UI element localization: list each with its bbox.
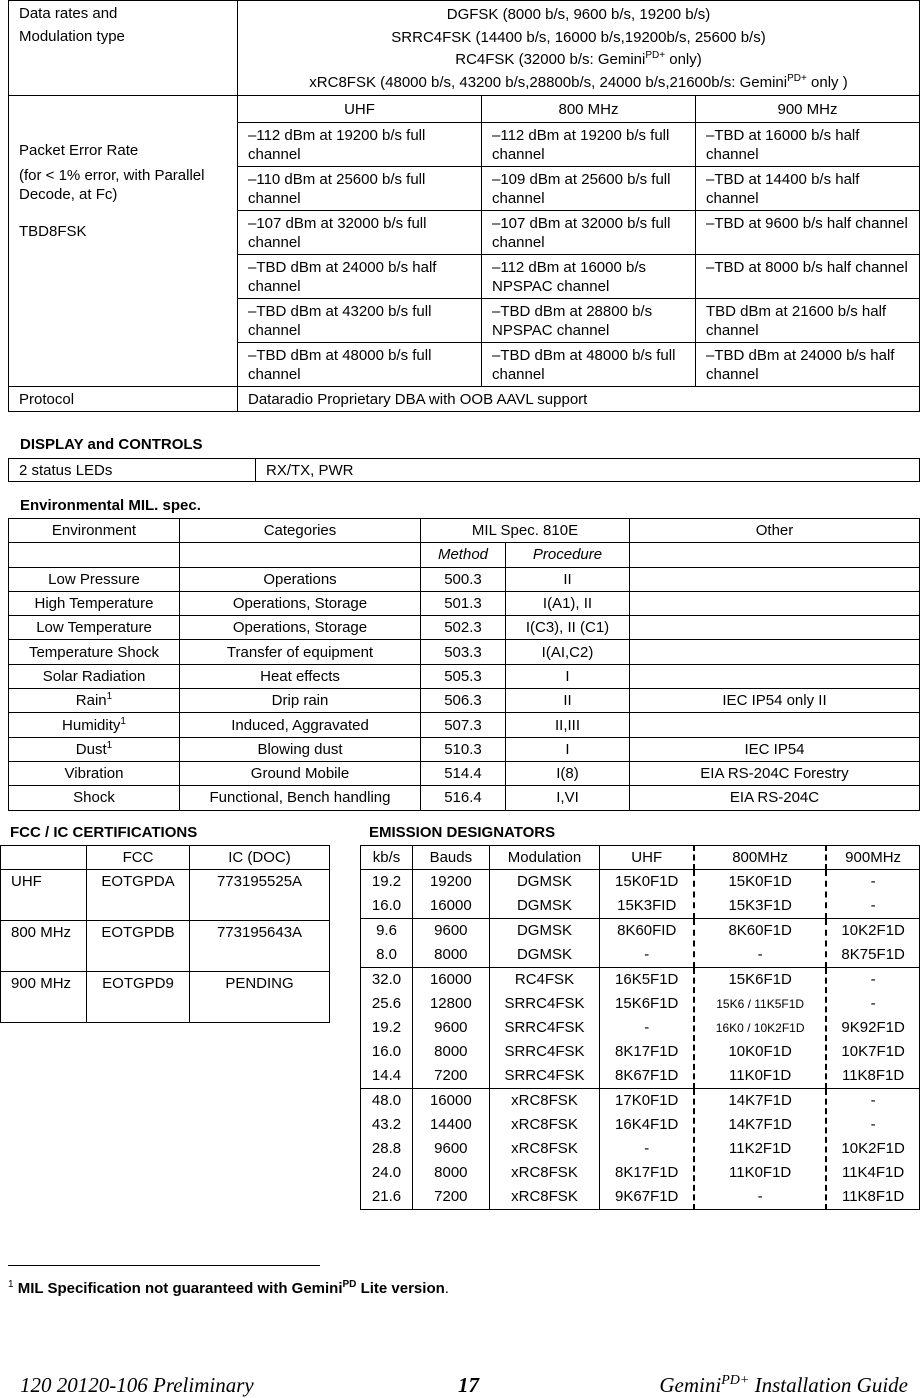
emission-value: 14K7F1D	[728, 1092, 792, 1109]
env-cat: Ground Mobile	[180, 761, 421, 785]
env-other: EIA RS-204C Forestry	[630, 761, 920, 785]
emission-value: DGMSK	[516, 946, 572, 963]
emission-value: 11K0F1D	[729, 1067, 792, 1084]
fcc-header: FCC	[87, 846, 190, 870]
emission-value: 15K3F1D	[728, 897, 792, 914]
emission-value: -	[757, 946, 763, 963]
emission-value: DGMSK	[516, 922, 572, 939]
env-header: Other	[630, 519, 920, 543]
per-cell: –109 dBm at 25600 b/s full channel	[482, 167, 696, 211]
emission-header: Modulation	[489, 846, 600, 870]
footnote-sup: PD	[342, 1279, 357, 1290]
emission-value: 16000	[429, 1092, 472, 1109]
env-cat: Operations, Storage	[180, 591, 421, 615]
fcc-header-row	[1, 846, 330, 870]
env-row	[9, 713, 920, 737]
data-rates-label	[9, 1, 238, 96]
fcc-header	[1, 846, 87, 870]
emission-column-cell	[826, 968, 919, 1089]
emission-value: xRC8FSK	[511, 1092, 578, 1109]
emission-value: 9K92F1D	[841, 1019, 905, 1036]
emission-value: 14K7F1D	[728, 1116, 792, 1133]
env-empty-cell	[9, 543, 180, 567]
env-name: Vibration	[64, 765, 124, 783]
env-cat: Drip rain	[180, 689, 421, 713]
env-proc: I(8)	[506, 761, 630, 785]
per-cell: –TBD at 8000 b/s half channel	[696, 255, 920, 299]
env-cat: Induced, Aggravated	[180, 713, 421, 737]
emission-value: SRRC4FSK	[504, 1067, 585, 1084]
emission-group	[361, 870, 920, 919]
fcc-header: IC (DOC)	[190, 846, 330, 870]
emission-value: -	[870, 873, 876, 890]
per-header-row	[9, 96, 920, 123]
per-cell: –TBD dBm at 43200 b/s full channel	[238, 299, 482, 343]
fcc-row	[1, 972, 330, 1023]
env-name: Low Temperature	[36, 619, 152, 637]
data-rate-sup: PD+	[787, 72, 807, 84]
env-proc: I(C3), II (C1)	[506, 616, 630, 640]
fcc-row	[1, 870, 330, 921]
emission-value: 15K6F1D	[615, 995, 679, 1012]
fcc-cell: EOTGPD9	[87, 972, 190, 1023]
per-cell: –TBD at 16000 b/s half channel	[696, 123, 920, 167]
emission-column-cell	[361, 1089, 413, 1210]
env-other	[630, 567, 920, 591]
emission-value: 9600	[434, 1140, 468, 1157]
per-cell: –TBD dBm at 24000 b/s half channel	[238, 255, 482, 299]
emission-value: 19.2	[371, 1019, 402, 1036]
emission-value: -	[870, 1116, 876, 1133]
per-cell: –110 dBm at 25600 b/s full channel	[238, 167, 482, 211]
emission-header: UHF	[600, 846, 694, 870]
emission-value: 15K3FID	[617, 897, 677, 914]
env-proc: II	[506, 567, 630, 591]
emission-heading: EMISSION DESIGNATORS	[369, 824, 556, 841]
emission-group	[361, 968, 920, 1089]
display-controls-table	[8, 458, 920, 482]
footer-title	[659, 1373, 908, 1398]
emission-value: 11K2F1D	[729, 1140, 792, 1157]
display-heading: DISPLAY and CONTROLS	[20, 436, 203, 453]
emission-value: xRC8FSK	[511, 1164, 578, 1181]
emission-value: -	[870, 1092, 876, 1109]
env-row	[9, 761, 920, 785]
emission-value: 12800	[429, 995, 472, 1012]
emission-header: 800MHz	[694, 846, 826, 870]
emission-value: 7200	[434, 1067, 468, 1084]
emission-value: 14400	[429, 1116, 472, 1133]
emission-column-cell	[694, 870, 826, 919]
env-name-cell	[9, 689, 180, 713]
env-row	[9, 786, 920, 810]
page-number: 17	[458, 1373, 479, 1397]
env-proc: II,III	[506, 713, 630, 737]
emission-column-cell	[489, 919, 600, 968]
display-label: 2 status LEDs	[9, 459, 256, 482]
emission-value: xRC8FSK	[511, 1140, 578, 1157]
emission-value: 8000	[434, 1043, 468, 1060]
env-footnote-mark: 1	[120, 715, 126, 727]
emission-value: SRRC4FSK	[504, 995, 585, 1012]
data-rate-sup: PD+	[645, 50, 666, 61]
emission-designators-table	[360, 845, 920, 1210]
fcc-cell: EOTGPDB	[87, 921, 190, 972]
env-cat: Functional, Bench handling	[180, 786, 421, 810]
emission-value: 43.2	[371, 1116, 402, 1133]
env-other	[630, 640, 920, 664]
footnote-rule	[8, 1265, 320, 1266]
env-name-cell	[9, 591, 180, 615]
env-row	[9, 664, 920, 688]
per-cell: –TBD dBm at 24000 b/s half channel	[696, 343, 920, 387]
emission-value: -	[644, 1140, 650, 1157]
footer-title-pre: Gemini	[659, 1373, 722, 1397]
emission-value: -	[870, 897, 876, 914]
env-method: 507.3	[421, 713, 506, 737]
emission-value: 10K7F1D	[841, 1043, 905, 1060]
emission-value: DGMSK	[516, 873, 572, 890]
per-label-condition: (for < 1% error, with Parallel Decode, at Fc)	[19, 167, 205, 203]
emission-value: 16K4F1D	[615, 1116, 679, 1133]
emission-value: 16000	[429, 897, 472, 914]
per-cell: –TBD dBm at 48000 b/s full channel	[482, 343, 696, 387]
emission-value: 8K67F1D	[615, 1067, 679, 1084]
footnote-mark: 1	[8, 1279, 14, 1290]
fcc-certifications-table	[0, 845, 330, 1023]
emission-value: 15K0F1D	[728, 873, 792, 890]
per-cell: –112 dBm at 16000 b/s NPSPAC channel	[482, 255, 696, 299]
env-other	[630, 591, 920, 615]
env-name: Rain	[75, 692, 107, 710]
env-name: Dust	[75, 740, 107, 758]
environmental-table	[8, 518, 920, 811]
footer-title-post: Installation Guide	[749, 1373, 908, 1397]
per-column-header: 800 MHz	[482, 96, 696, 123]
emission-value: 7200	[434, 1188, 468, 1205]
emission-value: 16.0	[371, 897, 402, 914]
emission-value: 11K8F1D	[841, 1188, 905, 1205]
data-rates-label-line: Modulation type	[19, 28, 125, 45]
env-subheader-row	[9, 543, 920, 567]
emission-column-cell	[489, 1089, 600, 1210]
emission-value: SRRC4FSK	[504, 1043, 585, 1060]
emission-value: 24.0	[371, 1164, 402, 1181]
env-row	[9, 591, 920, 615]
emission-value: RC4FSK	[514, 971, 575, 988]
emission-value: 48.0	[371, 1092, 402, 1109]
emission-column-cell	[361, 919, 413, 968]
emission-column-cell	[600, 968, 694, 1089]
emission-column-cell	[361, 968, 413, 1089]
env-proc: I(AI,C2)	[506, 640, 630, 664]
env-empty-cell	[630, 543, 920, 567]
emission-value: DGMSK	[516, 897, 572, 914]
emission-column-cell	[600, 1089, 694, 1210]
emission-value: 8.0	[376, 946, 397, 963]
per-cell: –107 dBm at 32000 b/s full channel	[482, 211, 696, 255]
env-proc: I(A1), II	[506, 591, 630, 615]
env-name-cell	[9, 567, 180, 591]
env-proc: I	[506, 737, 630, 761]
env-other: EIA RS-204C	[630, 786, 920, 810]
protocol-value: Dataradio Proprietary DBA with OOB AAVL support	[238, 387, 920, 412]
env-name-cell	[9, 713, 180, 737]
per-cell: –112 dBm at 19200 b/s full channel	[238, 123, 482, 167]
per-cell: –TBD dBm at 28800 b/s NPSPAC channel	[482, 299, 696, 343]
emission-value: 16K0 / 10K2F1D	[715, 1021, 805, 1035]
env-header: MIL Spec. 810E	[421, 519, 630, 543]
emission-column-cell	[413, 968, 490, 1089]
emission-value: 9600	[434, 1019, 468, 1036]
env-empty-cell	[180, 543, 421, 567]
data-rate-line	[248, 27, 909, 50]
env-method: 503.3	[421, 640, 506, 664]
env-other: IEC IP54	[630, 737, 920, 761]
emission-value: xRC8FSK	[511, 1188, 578, 1205]
emission-value: 11K0F1D	[729, 1164, 792, 1181]
per-column-header: UHF	[238, 96, 482, 123]
emission-header: 900MHz	[826, 846, 919, 870]
emission-value: 16000	[429, 971, 472, 988]
emission-value: 8K17F1D	[615, 1164, 679, 1181]
env-method: 506.3	[421, 689, 506, 713]
emission-value: -	[870, 995, 876, 1012]
emission-value: 9600	[434, 922, 468, 939]
per-label	[9, 96, 238, 387]
emission-column-cell	[361, 870, 413, 919]
env-subheader: Procedure	[506, 543, 630, 567]
data-rate-text: DGFSK (8000 b/s, 9600 b/s, 19200 b/s)	[446, 6, 711, 23]
env-row	[9, 567, 920, 591]
fcc-cell: PENDING	[190, 972, 330, 1023]
emission-value: 15K6F1D	[728, 971, 792, 988]
data-rate-line	[248, 72, 909, 95]
per-cell: TBD dBm at 21600 b/s half channel	[696, 299, 920, 343]
env-cat: Operations, Storage	[180, 616, 421, 640]
env-cat: Operations	[180, 567, 421, 591]
per-cell: –TBD at 9600 b/s half channel	[696, 211, 920, 255]
emission-value: 25.6	[371, 995, 402, 1012]
data-rate-line	[248, 4, 909, 27]
fcc-cell: 773195643A	[190, 921, 330, 972]
emission-value: 9K67F1D	[615, 1188, 679, 1205]
env-name: Humidity	[62, 716, 121, 734]
data-rate-text-end: only )	[806, 73, 848, 91]
env-footnote-mark: 1	[106, 691, 113, 703]
emission-column-cell	[413, 919, 490, 968]
fcc-cell: 800 MHz	[1, 921, 87, 972]
emission-column-cell	[489, 968, 600, 1089]
emission-value: 15K6 / 11K5F1D	[716, 997, 805, 1011]
env-name: Shock	[73, 789, 115, 807]
emission-column-cell	[826, 870, 919, 919]
emission-value: 19200	[429, 873, 472, 890]
emission-value: 11K4F1D	[841, 1164, 905, 1181]
data-rate-line	[248, 49, 909, 72]
emission-value: -	[644, 946, 650, 963]
per-cell: –112 dBm at 19200 b/s full channel	[482, 123, 696, 167]
env-name-cell	[9, 786, 180, 810]
emission-header: kb/s	[361, 846, 413, 870]
env-proc: II	[506, 689, 630, 713]
env-other: IEC IP54 only II	[630, 689, 920, 713]
env-row	[9, 616, 920, 640]
footnote-text: MIL Specification not guaranteed with Gemini	[17, 1280, 343, 1297]
fcc-cell: UHF	[1, 870, 87, 921]
emission-value: 8K75F1D	[841, 946, 905, 963]
env-footnote-mark: 1	[106, 739, 113, 751]
env-method: 510.3	[421, 737, 506, 761]
data-rate-text: SRRC4FSK (14400 b/s, 16000 b/s,19200b/s, 25600 b/s)	[391, 28, 766, 46]
fcc-heading: FCC / IC CERTIFICATIONS	[10, 824, 198, 841]
env-proc: I	[506, 664, 630, 688]
env-method: 501.3	[421, 591, 506, 615]
emission-value: 19.2	[371, 873, 402, 890]
emission-value: 11K8F1D	[841, 1067, 905, 1084]
env-row	[9, 689, 920, 713]
footer-doc-id: 120 20120-106 Preliminary	[20, 1373, 254, 1397]
emission-value: 8K17F1D	[615, 1043, 679, 1060]
emission-column-cell	[413, 1089, 490, 1210]
emission-value: 15K0F1D	[615, 873, 679, 890]
emission-value: 10K0F1D	[728, 1043, 792, 1060]
env-method: 502.3	[421, 616, 506, 640]
footnote-text-end: Lite version	[356, 1280, 445, 1297]
per-cell: –TBD dBm at 48000 b/s full channel	[238, 343, 482, 387]
emission-group	[361, 919, 920, 968]
emission-header: Bauds	[413, 846, 490, 870]
env-name: Low Pressure	[48, 570, 140, 588]
env-name: Temperature Shock	[28, 643, 160, 661]
emission-value: -	[644, 1019, 650, 1036]
footnote	[8, 1280, 449, 1297]
env-header-row	[9, 519, 920, 543]
per-cell: –TBD at 14400 b/s half channel	[696, 167, 920, 211]
env-other	[630, 664, 920, 688]
emission-column-cell	[489, 870, 600, 919]
data-rate-text: RC4FSK (32000 b/s: Gemini	[455, 51, 646, 68]
emission-value: -	[757, 1188, 763, 1205]
display-value: RX/TX, PWR	[256, 459, 920, 482]
env-row	[9, 737, 920, 761]
data-rate-text: xRC8FSK (48000 b/s, 43200 b/s,28800b/s, 24000 b/s,21600b/s: Gemini	[309, 73, 788, 91]
emission-value: 14.4	[371, 1067, 402, 1084]
env-name-cell	[9, 737, 180, 761]
env-cat: Heat effects	[180, 664, 421, 688]
emission-column-cell	[694, 919, 826, 968]
env-cat: Transfer of equipment	[180, 640, 421, 664]
per-label-note: TBD8FSK	[19, 223, 87, 240]
emission-value: 32.0	[371, 971, 402, 988]
env-name-cell	[9, 664, 180, 688]
emission-value: 21.6	[371, 1188, 402, 1205]
env-method: 514.4	[421, 761, 506, 785]
emission-value: 8000	[434, 946, 468, 963]
emission-value: 8K60FID	[617, 922, 677, 939]
data-rates-label-line: Data rates and	[19, 5, 118, 22]
footer-title-sup: PD+	[721, 1373, 750, 1388]
per-label-title: Packet Error Rate	[19, 142, 139, 159]
emission-value: 16K5F1D	[615, 971, 679, 988]
protocol-row	[9, 387, 920, 412]
emission-value: 16.0	[371, 1043, 402, 1060]
emission-value: 17K0F1D	[615, 1092, 679, 1109]
emission-header-row	[361, 846, 920, 870]
env-row	[9, 640, 920, 664]
per-column-header: 900 MHz	[696, 96, 920, 123]
emission-group	[361, 1089, 920, 1210]
env-method: 500.3	[421, 567, 506, 591]
env-subheader: Method	[421, 543, 506, 567]
emission-column-cell	[826, 919, 919, 968]
env-other	[630, 713, 920, 737]
fcc-row	[1, 921, 330, 972]
env-header: Categories	[180, 519, 421, 543]
emission-column-cell	[694, 968, 826, 1089]
per-cell: –107 dBm at 32000 b/s full channel	[238, 211, 482, 255]
emission-value: 8K60F1D	[728, 922, 792, 939]
emission-value: 28.8	[371, 1140, 402, 1157]
fcc-cell: EOTGPDA	[87, 870, 190, 921]
specifications-table	[8, 0, 920, 412]
env-name-cell	[9, 616, 180, 640]
fcc-cell: 773195525A	[190, 870, 330, 921]
emission-value: xRC8FSK	[511, 1116, 578, 1133]
emission-column-cell	[413, 870, 490, 919]
environmental-heading: Environmental MIL. spec.	[20, 497, 201, 514]
env-proc: I,VI	[506, 786, 630, 810]
emission-value: 8000	[434, 1164, 468, 1181]
env-method: 516.4	[421, 786, 506, 810]
env-name: High Temperature	[34, 595, 154, 613]
emission-column-cell	[694, 1089, 826, 1210]
env-name-cell	[9, 640, 180, 664]
env-method: 505.3	[421, 664, 506, 688]
data-rate-text-end: only)	[665, 51, 702, 68]
env-name: Solar Radiation	[42, 667, 146, 685]
env-name-cell	[9, 761, 180, 785]
fcc-cell: 900 MHz	[1, 972, 87, 1023]
data-rates-values	[238, 1, 920, 96]
footnote-period: .	[444, 1280, 449, 1297]
emission-value: 10K2F1D	[841, 1140, 905, 1157]
emission-column-cell	[600, 870, 694, 919]
emission-column-cell	[600, 919, 694, 968]
env-header: Environment	[9, 519, 180, 543]
emission-value: -	[870, 971, 876, 988]
emission-value: 9.6	[376, 922, 397, 939]
data-rates-row	[9, 1, 920, 96]
env-other	[630, 616, 920, 640]
emission-column-cell	[826, 1089, 919, 1210]
env-cat: Blowing dust	[180, 737, 421, 761]
protocol-label: Protocol	[9, 387, 238, 412]
emission-value: 10K2F1D	[841, 922, 905, 939]
emission-value: SRRC4FSK	[504, 1019, 585, 1036]
